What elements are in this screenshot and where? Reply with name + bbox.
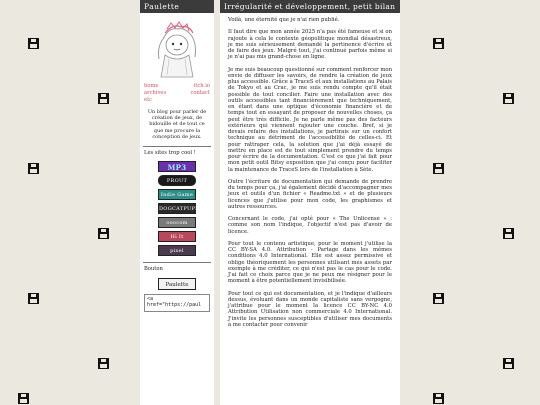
floppy-disk-icon: [28, 163, 39, 174]
article-paragraph: Voilà, une éternité que je n'ai rien publié.: [228, 17, 340, 23]
site-logo: [151, 19, 203, 81]
article-panel: [220, 0, 400, 405]
site-button-mp3[interactable]: MP3: [158, 161, 196, 172]
article-title: Irrégularité et développement, petit bilan: [220, 0, 400, 13]
article-paragraph: Pour tout ce qui est documentation, et je l'indique d'ailleurs dessus, évoluant dans un monde capitaliste sans vergogne, j'attribue pour le moment la licence CC BY-NC 4.0 Attribution Utilisation non commerciale 4.0 International. J'invite les personnes susceptibles d'utiliser mes documents à me contacter pour convenir: [228, 290, 392, 328]
cool-sites-heading: Les sites trop cool !: [144, 150, 196, 157]
nav-link-contact[interactable]: contact: [190, 90, 210, 96]
article-paragraph: Je me suis beaucoup questionné sur comment renforcer mon envie de diffuser les savoirs, de rendre la création de jeux plus accessible. Grâce à TraceS et aux installations au Palais de Tokyo et au Crac, je me suis rendu compte qu'il était possible de tout concilier. Faire une installation avec des outils accessibles tant financièrement que techniquement, en étant dans une optique d'économie financière et de temps tout en essayant de proposer de nouvelles choses, ça peut être très difficile. Je ne parle même pas des facteurs extérieurs qui viennent rajouter une couche. Bref, si je devais refaire des installations, je partirais sur un confort technique au détriment de l'accessibilité de celles-ci. Et pour rattraper cela, la solution que j'ai déjà essayé de mettre en place est de tout simplement prendre du temps pour écrire de la documentation. C'est ce que j'ai fait pour mon petit outil Bitsy exposition que j'ai conçu pour faciliter la maintenance de TraceS lors de l'installation à Sète.: [228, 66, 392, 173]
floppy-disk-icon: [18, 393, 29, 404]
floppy-disk-icon: [503, 228, 514, 239]
bouton-heading: Bouton: [144, 266, 163, 273]
floppy-disk-icon: [28, 38, 39, 49]
article-paragraph: Outre l'écriture de documentation qui demande de prendre du temps pour ça, j'ai également décidé d'accompagner mes jeux et outils d'un fichier « Readme.txt » et de plusieurs licences que j'utilise pour mon code, les graphismes et autres ressources.: [228, 178, 392, 210]
floppy-disk-icon: [28, 293, 39, 304]
floppy-disk-icon: [98, 358, 109, 369]
nav-link-itch[interactable]: itch.io: [193, 83, 210, 89]
site-button-prout[interactable]: PROUT: [158, 175, 196, 186]
nav-link-etc[interactable]: etc: [144, 97, 153, 103]
floppy-disk-icon: [503, 93, 514, 104]
article-paragraph: Il faut dire que mon année 2025 n'a pas été fameuse et si on rajoute à cela le contexte géopolitique mondial désastreux, je me suis sérieusement demandé la pertinence d'écrire et de faire des jeux. Malgré tout, j'ai continué parfois même si je n'ai pas mis grand-chose en ligne.: [228, 29, 392, 61]
site-buttons-list: [140, 156, 214, 256]
sidebar: [140, 0, 214, 405]
site-button-indie[interactable]: Indie Game: [158, 189, 196, 200]
article-paragraph: Concernant le code, j'ai opté pour « The Unlicense » : comme son nom l'indique, l'objectif n'est pas d'avoir de licence.: [228, 216, 392, 235]
paulette-88x31-button[interactable]: Paulette: [158, 278, 196, 290]
sidebar-nav: [140, 81, 214, 104]
floppy-disk-icon: [98, 93, 109, 104]
embed-code-textarea[interactable]: <a href="https://paul: [144, 294, 210, 312]
floppy-disk-icon: [433, 38, 444, 49]
nav-link-archives[interactable]: archives: [144, 90, 167, 96]
article-paragraph: Pour tout le contenu artistique, pour le moment j'utilise la CC BY-SA 4.0. Attribution - Partage dans les mêmes conditions 4.0 International. Elle est assez permissive et oblige théoriquement les personnes utilisant mes assets par exemple à me créditer, ce qui n'est pas le cas pour le code. J'ai fait ce choix parce que je ne peux me résigner pour le moment à être potentiellement invisibilisée.: [228, 240, 392, 285]
site-button-pixel[interactable]: pixel: [158, 245, 196, 256]
floppy-disk-icon: [433, 293, 444, 304]
article-body: [220, 13, 400, 328]
floppy-disk-icon: [433, 163, 444, 174]
floppy-disk-icon: [503, 358, 514, 369]
site-button-ooocom[interactable]: ooocom: [158, 217, 196, 228]
blog-description: Un blog pour parler de création de jeux, de bidouille et de tout ce que me procure la conception de jeux.: [147, 109, 207, 140]
site-button-hi[interactable]: Hi It: [158, 231, 196, 242]
floppy-disk-icon: [433, 393, 444, 404]
floppy-disk-icon: [98, 228, 109, 239]
nav-link-home[interactable]: home: [144, 83, 159, 89]
sidebar-title: Paulette: [140, 0, 214, 13]
site-button-dogcat[interactable]: DOGCATPUPPET: [158, 203, 196, 214]
